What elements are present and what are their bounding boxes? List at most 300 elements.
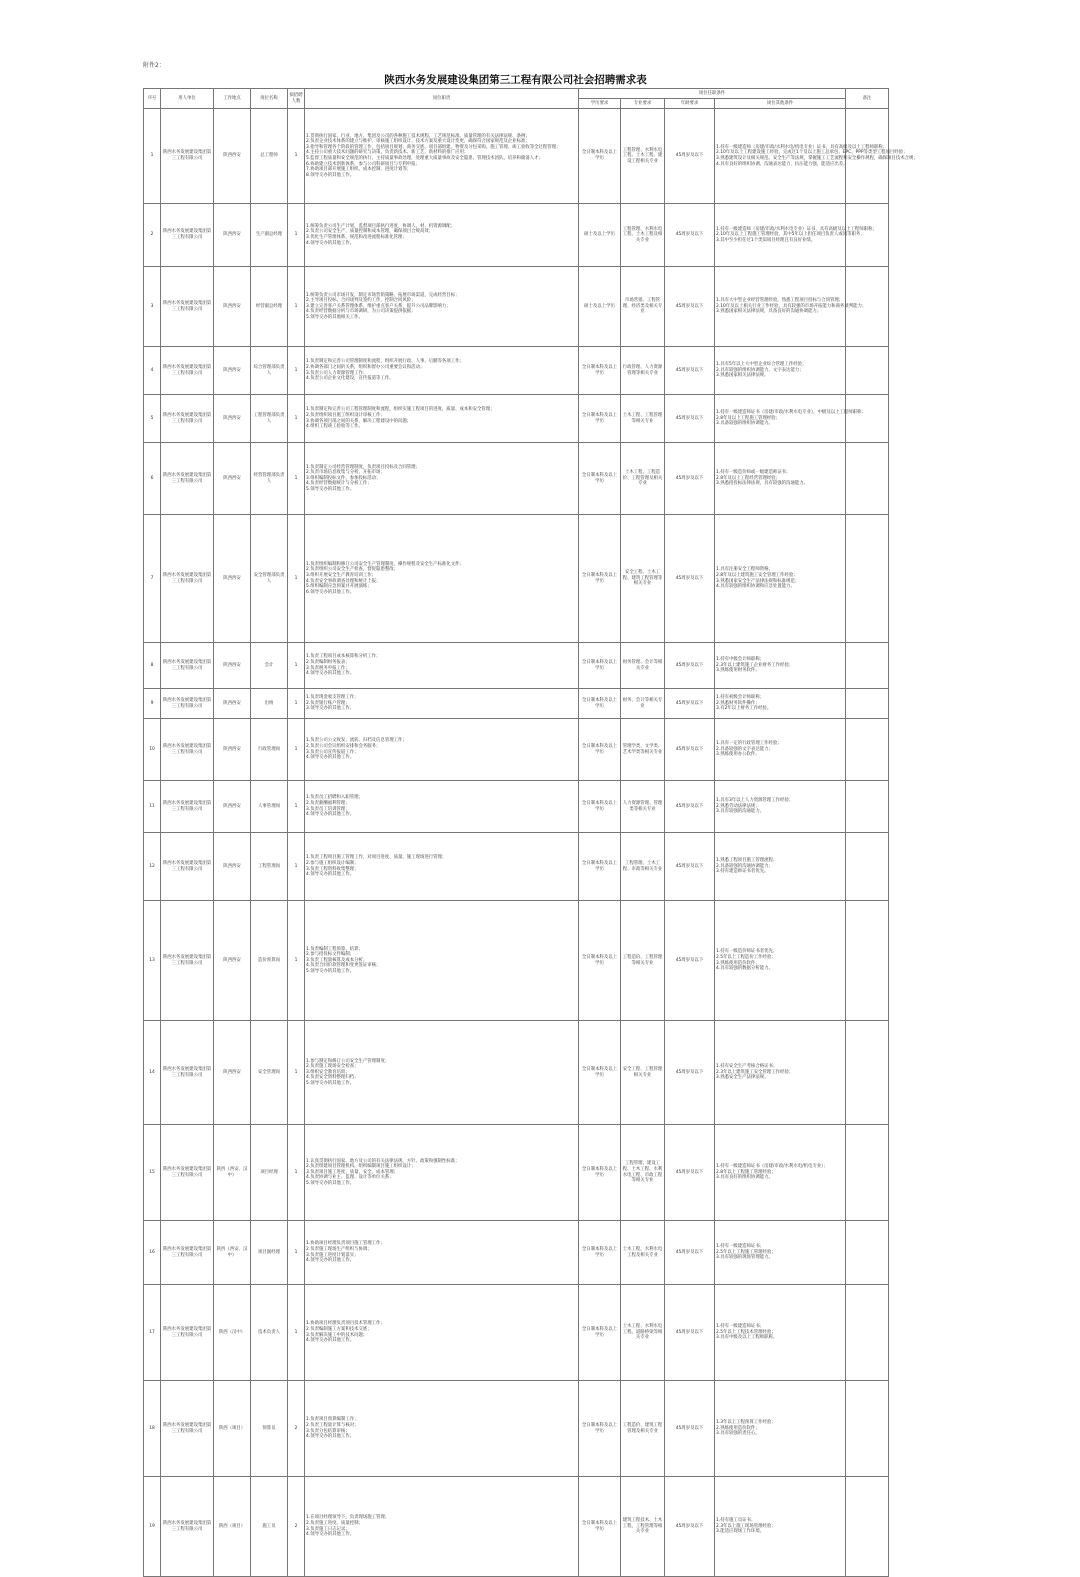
cell-count: 1 — [288, 109, 305, 204]
cell-age: 45周岁及以下 — [665, 901, 715, 1021]
cell-other-line: 1.持有一级建造师（房建/市政/水利水电/机电专业）证书，具有高级及以上工程师职称； — [716, 144, 888, 150]
cell-age: 45周岁及以下 — [665, 689, 715, 719]
cell-no: 1 — [144, 109, 161, 204]
cell-no: 9 — [144, 689, 161, 719]
cell-major: 工程造价、建筑工程管理及相关专业 — [621, 1381, 665, 1477]
cell-duties-line: 2.负责编制施工方案和技术交底； — [306, 1326, 372, 1332]
cell-unit: 陕西水务发展建设集团第三工程有限公司 — [161, 1125, 214, 1221]
cell-duties-line: 1.负责组织编制和修订公司安全生产管理制度、操作规程及安全生产标准化文件； — [306, 561, 464, 567]
cell-duties-line: 3.组织安全教育培训； — [306, 1069, 350, 1075]
cell-duties-line: 1.参与制定和修订公司安全生产管理制度； — [306, 1058, 390, 1064]
header-conditions: 岗位任职条件 — [579, 89, 846, 99]
cell-location: 陕西（西安、汉中） — [214, 1125, 251, 1221]
cell-position: 预算员 — [251, 1381, 288, 1477]
cell-duties — [305, 901, 579, 1021]
cell-major: 土木工程、水利水电工程及相关专业 — [621, 1221, 665, 1285]
cell-other-line: 2.8年及以上工程施工管理经验； — [716, 415, 781, 421]
cell-other-line: 3.具备较强的组织协调能力。 — [716, 421, 773, 427]
cell-age: 45周岁及以下 — [665, 1477, 715, 1577]
cell-other-line: 2.具备较强的沟通协调能力； — [716, 863, 773, 869]
cell-remark — [846, 1477, 889, 1577]
cell-other-line: 3.具有较强的责任心。 — [716, 1431, 760, 1437]
cell-other — [715, 781, 846, 833]
cell-major: 工程管理、水利水电工程、土木工程及相关专业 — [621, 204, 665, 267]
cell-major: 财务管理、会计等相关专业 — [621, 643, 665, 689]
cell-no: 5 — [144, 395, 161, 443]
header-unit: 用人单位 — [161, 89, 214, 109]
cell-no: 15 — [144, 1125, 161, 1221]
cell-other-line: 1.具有大中型企业经营管理经验，熟悉工程项目投标与合同管理； — [716, 298, 844, 304]
cell-duties-line: 5.领导交办的其他工作。 — [306, 968, 355, 974]
attachment-label: 附件2： — [143, 62, 165, 69]
cell-other-line: 3.熟悉招投标法律法规，具有较强的沟通能力。 — [716, 481, 809, 487]
cell-major: 安全工程、土木工程、建筑工程管理等相关专业 — [621, 515, 665, 643]
cell-duties-line: 4.负责安全资料整理归档； — [306, 1075, 359, 1081]
cell-duties-line: 3.负责税务申报工作； — [306, 665, 350, 671]
cell-major: 土木工程、工程管理等相关专业 — [621, 395, 665, 443]
cell-unit: 陕西水务发展建设集团第三工程有限公司 — [161, 395, 214, 443]
cell-other-line: 3.具有较强的沟通能力。 — [716, 809, 765, 815]
cell-other-line: 2.10年及以上相关行业工作经验，具有较强的市场开拓能力和商务谈判能力； — [716, 303, 867, 309]
cell-duties — [305, 689, 579, 719]
cell-education: 全日制本科及以上学历 — [579, 643, 621, 689]
cell-education: 全日制本科及以上学历 — [579, 781, 621, 833]
cell-other-line: 3.熟悉国家相关法律法规。 — [716, 373, 769, 379]
cell-no: 4 — [144, 347, 161, 395]
cell-duties-line: 2.负责薪酬福利管理； — [306, 800, 350, 806]
cell-other-line: 2.10年及以上工程建设施工经验，完成过1个及以上施工总承包、EPC、PPP等类型工程项目经验； — [716, 150, 908, 156]
cell-other-line: 2.10年及以上工程施工管理经验，其中5年以上担任项目负责人或同等职务； — [716, 232, 865, 238]
cell-age: 45周岁及以下 — [665, 833, 715, 901]
cell-other-line: 1.具有注册安全工程师资格； — [716, 567, 773, 573]
cell-other-line: 1.3年以上工程预算工作经验； — [716, 1420, 776, 1426]
cell-other-line: 2.具备较强的文字表达能力； — [716, 746, 773, 752]
cell-major: 工程造价、工程管理等相关专业 — [621, 901, 665, 1021]
cell-duties-line: 3.负责工程量核算及成本分析； — [306, 957, 368, 963]
cell-duties-line: 4.负责协调与业主、监理、设计等单位关系； — [306, 1175, 394, 1181]
cell-other-line: 3.熟悉国家相关法律法规，具备良好的沟通协调能力。 — [716, 309, 822, 315]
cell-other-line: 3.能适应现场工作环境。 — [716, 1529, 765, 1535]
cell-duties-line: 5.监督工程质量和安全规范的执行，主持质量事故处理，处理重大质量事故及安全隐患，管理技术团队，培养和储备人才； — [306, 156, 543, 161]
cell-other-line: 1.持有施工员证书； — [716, 1518, 756, 1524]
cell-duties-line: 3.组织开展安全生产教育培训工作； — [306, 572, 377, 578]
cell-position: 经营管理部负责人 — [251, 443, 288, 515]
table-row — [144, 443, 889, 515]
cell-duties-line: 2.主导项目投标、合同谈判及签约工作，控制合同风险； — [306, 298, 416, 304]
cell-duties — [305, 1021, 579, 1125]
cell-count: 1 — [288, 1221, 305, 1285]
cell-count: 1 — [288, 515, 305, 643]
header-age: 年龄要求 — [665, 99, 715, 109]
cell-major: 市场营销、工程管理、经济类及相关专业 — [621, 267, 665, 347]
cell-count: 1 — [288, 781, 305, 833]
cell-no: 11 — [144, 781, 161, 833]
cell-duties-line: 5.领导交办的其他工作。 — [306, 1180, 355, 1186]
cell-duties-line: 3.负责解决施工中的技术问题； — [306, 1332, 368, 1338]
cell-count: 1 — [288, 443, 305, 515]
cell-location: 陕西西安 — [214, 643, 251, 689]
cell-other — [715, 347, 846, 395]
table-row — [144, 1125, 889, 1221]
cell-duties-line: 4.负责经营数据统计与分析工作； — [306, 481, 372, 487]
cell-other-line: 1.持有初级会计师职称； — [716, 695, 765, 701]
table-row — [144, 267, 889, 347]
page-title: 陕西水务发展建设集团第三工程有限公司社会招聘需求表 — [384, 74, 647, 86]
cell-education: 全日制本科及以上学历 — [579, 1285, 621, 1381]
cell-duties-line: 7.协助项目部开展施工组织、成本控制、进度计划等； — [306, 167, 412, 173]
cell-other — [715, 1381, 846, 1477]
cell-unit: 陕西水务发展建设集团第三工程有限公司 — [161, 1221, 214, 1285]
cell-other — [715, 719, 846, 781]
cell-other-line: 3.具有中级及以上工程师职称。 — [716, 1335, 778, 1341]
cell-duties-line: 1.负责制定和完善公司管理制度和流程，组织开展行政、人事、后勤等各项工作； — [306, 359, 464, 365]
table-row — [144, 395, 889, 443]
cell-count: 1 — [288, 719, 305, 781]
cell-education: 硕士及以上学历 — [579, 204, 621, 267]
table-row — [144, 204, 889, 267]
cell-education: 全日制本科及以上学历 — [579, 833, 621, 901]
cell-unit: 陕西水务发展建设集团第三工程有限公司 — [161, 515, 214, 643]
cell-education: 全日制本科及以上学历 — [579, 1381, 621, 1477]
cell-location: 陕西西安 — [214, 1021, 251, 1125]
cell-duties-line: 3.负责公司宣传报道工作； — [306, 749, 359, 755]
cell-location: 陕西西安 — [214, 443, 251, 515]
cell-major: 工程管理、土木工程、市政等相关专业 — [621, 833, 665, 901]
cell-other-line: 2.8年以上工程施工管理经验； — [716, 1169, 776, 1175]
cell-duties-line: 5.组织编制应急预案并开展演练； — [306, 584, 372, 590]
cell-duties — [305, 833, 579, 901]
table-row — [144, 689, 889, 719]
cell-duties-line: 2.负责组织项目施工组织设计审核工作； — [306, 412, 385, 418]
cell-unit: 陕西水务发展建设集团第三工程有限公司 — [161, 1285, 214, 1381]
cell-duties-line: 2.负责企业技术体系的建立与维护，审核施工组织设计、技术方案及重大设计变更，确保符合国家规范及企业标准； — [306, 139, 530, 145]
cell-unit: 陕西水务发展建设集团第三工程有限公司 — [161, 689, 214, 719]
cell-duties-line: 5.领导交办的其他工作。 — [306, 1080, 355, 1086]
cell-count: 1 — [288, 204, 305, 267]
cell-location: 陕西（项目） — [214, 1477, 251, 1577]
cell-duties — [305, 347, 579, 395]
cell-unit: 陕西水务发展建设集团第三工程有限公司 — [161, 719, 214, 781]
cell-major: 财务、会计等相关专业 — [621, 689, 665, 719]
cell-no: 19 — [144, 1477, 161, 1577]
cell-other-line: 2.8年及以上建筑施工安全管理工作经验； — [716, 572, 798, 578]
cell-remark — [846, 443, 889, 515]
cell-other — [715, 1021, 846, 1125]
cell-no: 12 — [144, 833, 161, 901]
cell-other-line: 3.熟悉国家安全生产法律法规和标准规范； — [716, 578, 800, 584]
cell-duties-line: 2.负责工程量计算与核对； — [306, 1422, 359, 1428]
cell-duties-line: 4.组织工程竣工验收等工作。 — [306, 424, 363, 430]
cell-location: 陕西西安 — [214, 347, 251, 395]
cell-duties-line: 3.负责分包结算审核； — [306, 1428, 350, 1434]
cell-position: 安全管理部负责人 — [251, 515, 288, 643]
cell-duties — [305, 395, 579, 443]
cell-education: 全日制本科及以上学历 — [579, 719, 621, 781]
cell-duties-line: 2.负责市场信息收集与分析，开拓市场； — [306, 470, 385, 476]
cell-duties-line: 1.负责制定公司经营管理制度，负责项目投标及合同管理； — [306, 464, 420, 470]
table-row — [144, 833, 889, 901]
cell-location: 陕西西安 — [214, 109, 251, 204]
cell-other-line: 3.有2年以上财务工作经验。 — [716, 706, 772, 712]
cell-duties — [305, 109, 579, 204]
recruitment-table — [143, 88, 918, 1577]
cell-count: 1 — [288, 689, 305, 719]
cell-remark — [846, 347, 889, 395]
cell-age: 45周岁及以下 — [665, 515, 715, 643]
cell-position: 项目副经理 — [251, 1221, 288, 1285]
cell-other-line: 1.具有一定的行政管理工作经验； — [716, 741, 782, 747]
cell-position: 项目经理 — [251, 1125, 288, 1221]
table-header-row — [144, 89, 889, 99]
cell-remark — [846, 1285, 889, 1381]
header-remark: 备注 — [846, 89, 889, 109]
cell-education: 全日制本科及以上学历 — [579, 901, 621, 1021]
cell-duties-line: 4.领导交办的其他工作。 — [306, 1338, 355, 1344]
cell-other — [715, 109, 918, 204]
cell-education: 全日制本科及以上学历 — [579, 1221, 621, 1285]
cell-other — [715, 1477, 846, 1577]
cell-count: 1 — [288, 901, 305, 1021]
cell-duties-line: 6.领导交办的其他工作。 — [306, 589, 355, 595]
cell-position: 总工程师 — [251, 109, 288, 204]
cell-other-line: 2.5年以上工程施工管理经验； — [716, 1249, 776, 1255]
cell-duties-line: 4.领导交办的其他工作。 — [306, 1258, 355, 1264]
cell-remark — [846, 719, 889, 781]
table-row — [144, 643, 889, 689]
cell-duties-line: 1.协助项目经理负责项目技术管理工作； — [306, 1321, 385, 1327]
cell-remark — [846, 395, 889, 443]
cell-duties-line: 3.领导交办的其他工作。 — [306, 706, 355, 712]
cell-duties-line: 3.负责施工日志记录； — [306, 1526, 350, 1532]
cell-age: 45周岁及以下 — [665, 1221, 715, 1285]
cell-other-line: 3.熟练使用办公软件。 — [716, 752, 760, 758]
cell-duties-line: 5.领导交办的其他相关工作。 — [306, 314, 363, 320]
table-row — [144, 901, 889, 1021]
cell-position: 安全管理岗 — [251, 1021, 288, 1125]
cell-position: 工程管理岗 — [251, 833, 288, 901]
cell-unit: 陕西水务发展建设集团第三工程有限公司 — [161, 1477, 214, 1577]
cell-major: 安全工程、工程管理相关专业 — [621, 1021, 665, 1125]
table-row — [144, 109, 889, 204]
cell-location: 陕西西安 — [214, 901, 251, 1021]
cell-duties-line: 2.参与招投标文件编制； — [306, 952, 355, 958]
table-row — [144, 719, 889, 781]
cell-other-line: 1.具有3年以上人力资源管理工作经验； — [716, 798, 794, 804]
cell-education: 全日制本科及以上学历 — [579, 1477, 621, 1577]
cell-duties-line: 1.统筹负责公司市场开发，制定市场营销策略，拓展市场渠道，完成经营目标； — [306, 292, 460, 298]
cell-other-line: 2.5年以上工程造价工作经验； — [716, 954, 776, 960]
cell-major: 人力资源管理、管理类等相关专业 — [621, 781, 665, 833]
cell-location: 陕西西安 — [214, 515, 251, 643]
cell-other-line: 4.具有较强的组织协调和应急处置能力。 — [716, 584, 795, 590]
cell-duties-line: 1.贯彻执行国家、行业、地方、集团及公司的各种施工技术规程、工艺规范标准、质量管理的有关法律法规、条例； — [306, 133, 530, 139]
cell-age: 45周岁及以下 — [665, 443, 715, 515]
cell-position: 生产副总经理 — [251, 204, 288, 267]
cell-major: 建筑工程技术、土木工程、工程管理等相关专业 — [621, 1477, 665, 1577]
table-row — [144, 1381, 889, 1477]
cell-duties-line: 4.领导交办的其他工作。 — [306, 812, 355, 818]
cell-other-line: 4.具有较强的数据分析能力。 — [716, 966, 773, 972]
cell-no: 7 — [144, 515, 161, 643]
cell-duties-line: 4.领导交办的其他工作。 — [306, 1532, 355, 1538]
table-row — [144, 1221, 889, 1285]
cell-other-line: 3.具有良好的组织协调能力。 — [716, 1175, 773, 1181]
cell-duties-line: 1.负责现金收支管理工作； — [306, 695, 359, 701]
cell-duties-line: 4.负责安全事故调查处理和统计上报； — [306, 578, 381, 584]
cell-count: 2 — [288, 1381, 305, 1477]
cell-count: 1 — [288, 347, 305, 395]
cell-duties-line: 2.负责施工现场安全检查； — [306, 1064, 359, 1070]
cell-duties-line: 3.负责工程资料收集整理； — [306, 866, 359, 872]
cell-age: 45周岁及以下 — [665, 347, 715, 395]
cell-duties-line: 1.认真贯彻执行国家、地方及公司的有关法律法规、方针、政策和强制性标准； — [306, 1158, 460, 1164]
cell-no: 10 — [144, 719, 161, 781]
cell-unit: 陕西水务发展建设集团第三工程有限公司 — [161, 1381, 214, 1477]
table-row — [144, 1285, 889, 1381]
cell-no: 13 — [144, 901, 161, 1021]
cell-no: 8 — [144, 643, 161, 689]
cell-duties-line: 6.协助建立技术创新体系，参与公司科研项目与专利申报； — [306, 161, 420, 167]
cell-other-line: 2.8年及以上工程经营管理经验； — [716, 475, 781, 481]
cell-location: 陕西西安 — [214, 689, 251, 719]
cell-remark — [846, 515, 889, 643]
cell-no: 2 — [144, 204, 161, 267]
cell-location: 陕西（西安、汉中） — [214, 1221, 251, 1285]
cell-duties — [305, 1285, 579, 1381]
cell-duties-line: 3.组织编制投标文件，参加投标活动； — [306, 475, 381, 481]
cell-unit: 陕西水务发展建设集团第三工程有限公司 — [161, 347, 214, 395]
cell-duties-line: 1.统筹负责公司生产计划，监督项目部执行进度，协调人、材、机资源调配； — [306, 223, 456, 229]
cell-duties — [305, 1477, 579, 1577]
cell-duties — [305, 443, 579, 515]
cell-other-line: 1.持有中级会计师职称； — [716, 657, 765, 663]
cell-no: 18 — [144, 1381, 161, 1477]
cell-position: 人事管理岗 — [251, 781, 288, 833]
cell-age: 45周岁及以下 — [665, 395, 715, 443]
cell-position: 行政管理岗 — [251, 719, 288, 781]
cell-unit: 陕西水务发展建设集团第三工程有限公司 — [161, 267, 214, 347]
cell-count: 1 — [288, 643, 305, 689]
cell-other-line: 3.持有建造师证书者优先。 — [716, 869, 769, 875]
cell-age: 45周岁及以下 — [665, 1381, 715, 1477]
cell-other — [715, 1285, 846, 1381]
cell-other — [715, 901, 846, 1021]
cell-other — [715, 267, 867, 347]
cell-duties-line: 2.负责施工现场生产组织与协调； — [306, 1246, 372, 1252]
cell-other-line: 4.具有良好的组织协调、沟通表达能力，抗压能力强，能适应出差。 — [716, 161, 848, 167]
cell-duties-line: 3.负责员工培训管理； — [306, 806, 350, 812]
cell-other-line: 2.5年以上工程技术管理经验； — [716, 1329, 776, 1335]
cell-unit: 陕西水务发展建设集团第三工程有限公司 — [161, 204, 214, 267]
cell-position: 综合管理部负责人 — [251, 347, 288, 395]
cell-no: 17 — [144, 1285, 161, 1381]
cell-duties-line: 3.建立完善客户关系管理体系，维护重点客户关系，提升公司品牌影响力； — [306, 303, 451, 309]
table-row — [144, 1477, 889, 1577]
cell-other-line: 3.熟悉安全生产法律法规。 — [716, 1075, 769, 1081]
cell-count: 1 — [288, 833, 305, 901]
cell-major: 工程管理、水利水电工程、土木工程、建设工程相关专业 — [621, 109, 665, 204]
cell-duties-line: 1.负责制定和完善公司工程管理制度和流程，组织实施工程项目的进度、质量、成本和安全管理； — [306, 407, 495, 413]
cell-other-line: 2.熟悉财务软件操作； — [716, 700, 760, 706]
cell-major: 行政管理、人力资源管理等相关专业 — [621, 347, 665, 395]
cell-count: 1 — [288, 1125, 305, 1221]
cell-duties-line: 1.负责编制工程预算、结算； — [306, 946, 363, 952]
cell-duties-line: 4.负责合同价款管理和变更签证审核； — [306, 963, 381, 969]
cell-other-line: 2.3年以上建筑施工企业财务工作经验； — [716, 662, 794, 668]
cell-location: 陕西（汉中） — [214, 1285, 251, 1381]
cell-duties — [305, 719, 579, 781]
cell-education: 全日制本科及以上学历 — [579, 443, 621, 515]
cell-duties-line: 5.领导交办的其他工作。 — [306, 486, 355, 492]
cell-duties-line: 3.负责施工进度计划落实； — [306, 1252, 359, 1258]
cell-unit: 陕西水务发展建设集团第三工程有限公司 — [161, 781, 214, 833]
cell-no: 3 — [144, 267, 161, 347]
cell-location: 陕西西安 — [214, 204, 251, 267]
cell-position: 工程管理部负责人 — [251, 395, 288, 443]
cell-unit: 陕西水务发展建设集团第三工程有限公司 — [161, 833, 214, 901]
cell-major: 管理学类、文学类、艺术学类等相关专业 — [621, 719, 665, 781]
cell-education: 全日制本科及以上学历 — [579, 347, 621, 395]
cell-duties-line: 1.在项目经理领导下，负责现场施工管理； — [306, 1515, 390, 1521]
cell-duties-line: 3.负责公司人力资源管理工作； — [306, 370, 368, 376]
cell-remark — [846, 901, 889, 1021]
cell-location: 陕西西安 — [214, 719, 251, 781]
cell-other-line: 1.具有5年以上大中型企业综合管理工作经验； — [716, 362, 807, 368]
cell-duties — [305, 1381, 579, 1477]
cell-age: 45周岁及以下 — [665, 1285, 715, 1381]
cell-duties-line: 2.负责组织公司安全生产检查，督促隐患整改； — [306, 567, 399, 573]
cell-location: 陕西西安 — [214, 781, 251, 833]
cell-remark — [846, 643, 889, 689]
table-row — [144, 515, 889, 643]
cell-duties — [305, 1221, 579, 1285]
cell-other — [715, 515, 846, 643]
table-row — [144, 781, 889, 833]
cell-duties-line: 3.指导和管理各个阶段的管理工作，包括项目规划、商务交底、项目部组建、物资及分包采购、施工管理、竣工验收等全过程管理； — [306, 144, 561, 150]
cell-age: 45周岁及以下 — [665, 719, 715, 781]
cell-other-line: 2.熟练使用造价软件； — [716, 1425, 760, 1431]
cell-duties-line: 1.负责员工招聘和入职管理； — [306, 795, 363, 801]
cell-remark — [846, 1221, 889, 1285]
cell-major: 工程管理、建设工程、土木工程、水利水电工程、市政工程等相关专业 — [621, 1125, 665, 1221]
cell-other — [715, 443, 846, 515]
header-duties: 岗位职责 — [305, 89, 579, 109]
cell-other-line: 2.熟悉劳动法律法规； — [716, 803, 760, 809]
cell-duties-line: 1.负责公司公文收发、流转、归档及信息管理工作； — [306, 738, 407, 744]
cell-duties-line: 4.领导交办的其他工作。 — [306, 872, 355, 878]
cell-duties — [305, 267, 579, 347]
cell-count: 1 — [288, 1285, 305, 1381]
cell-location: 陕西西安 — [214, 395, 251, 443]
cell-education: 全日制本科及以上学历 — [579, 109, 621, 204]
cell-position: 出纳 — [251, 689, 288, 719]
cell-other-line: 2.3年以上施工现场管理经验； — [716, 1523, 776, 1529]
cell-count: 2 — [288, 1477, 305, 1577]
cell-other — [715, 395, 866, 443]
cell-other-line: 3.熟悉建筑设计及相关规范、安全生产等法规，掌握施工工艺流程和安全操作规程，确保项目技术合规； — [716, 156, 918, 161]
cell-duties-line: 2.负责编制财务报表； — [306, 659, 350, 665]
header-no: 序号 — [144, 89, 161, 109]
cell-duties-line: 2.负责公司会议组织安排和会务服务； — [306, 743, 381, 749]
cell-unit: 陕西水务发展建设集团第三工程有限公司 — [161, 109, 214, 204]
header-count: 拟招聘人数 — [288, 89, 305, 109]
cell-other-line: 1.持有一级建造师证书； — [716, 1244, 765, 1250]
cell-major: 土木工程、水利水电工程、道路桥梁等相关专业 — [621, 1285, 665, 1381]
cell-duties-line: 2.负责公司安全生产、质量控制和成本管理，确保项目合规高效； — [306, 229, 434, 235]
cell-education: 全日制本科及以上学历 — [579, 1125, 621, 1221]
cell-other — [715, 204, 877, 267]
cell-duties-line: 4.主持公司重大技术问题的研究与决策，负责新技术、新工艺、新材料的推广应用； — [306, 150, 469, 156]
